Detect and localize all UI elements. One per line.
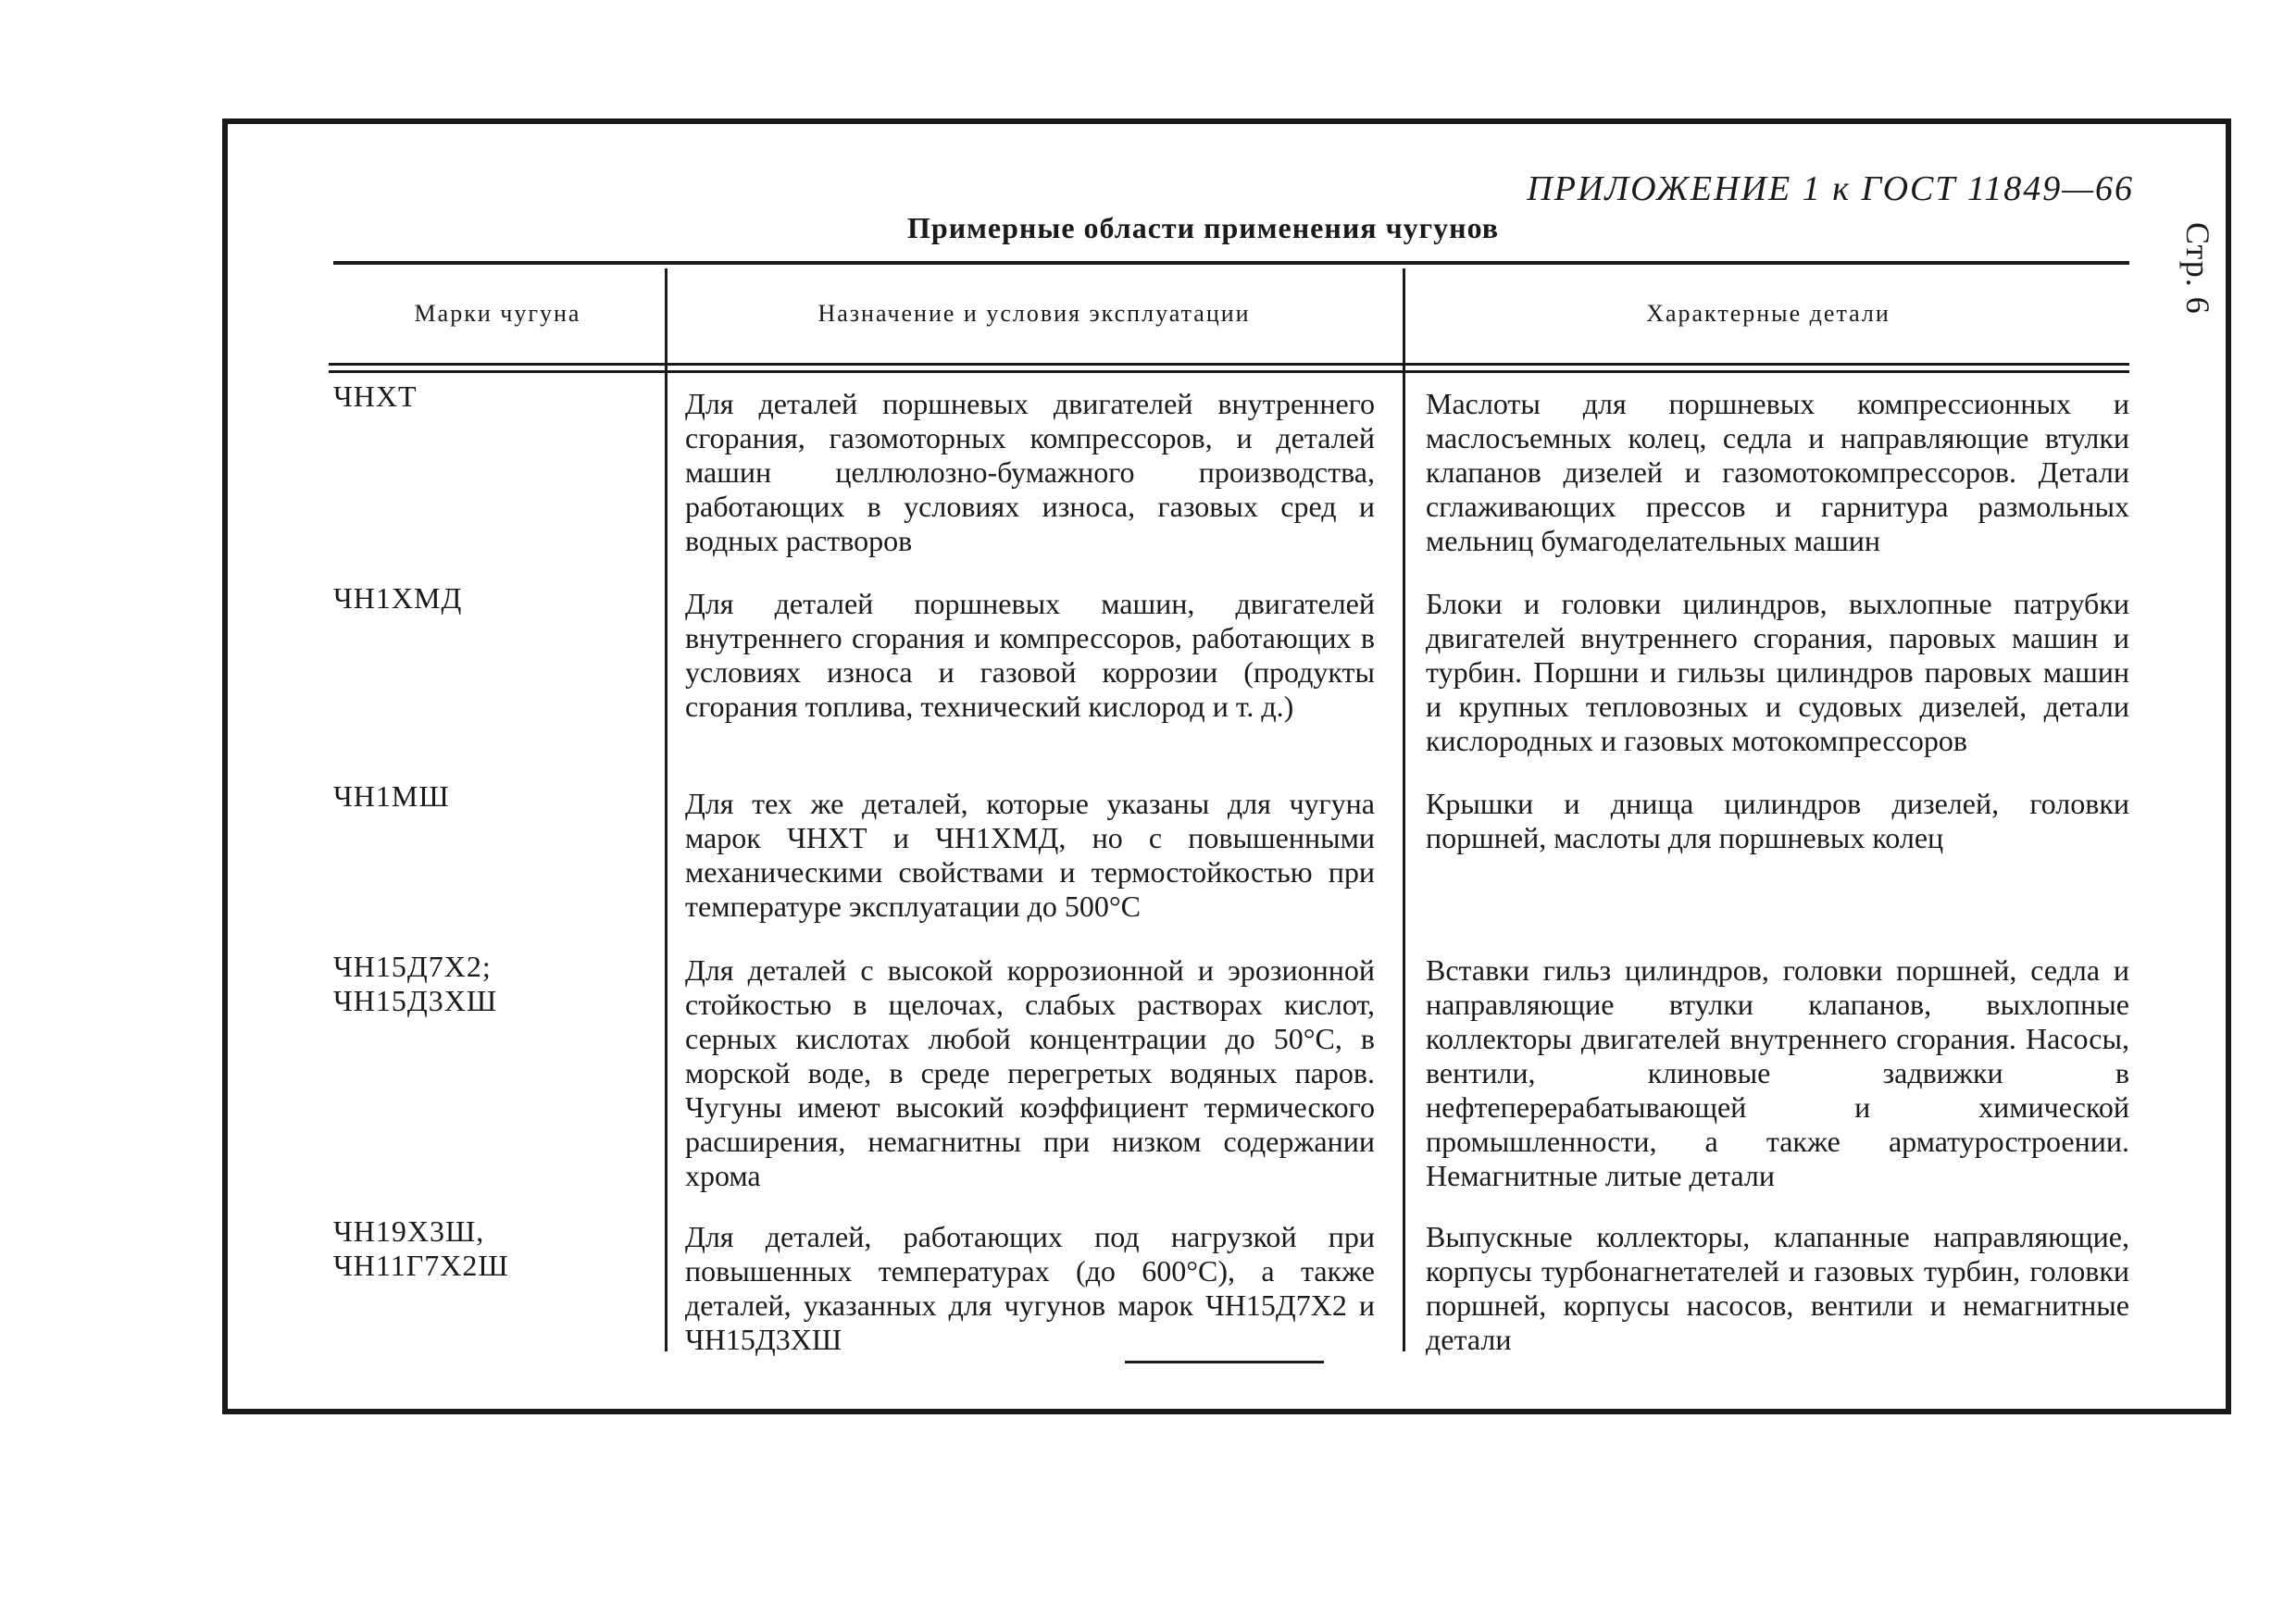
row-3-grade: ЧН1МШ [333,779,450,813]
row-5-details: Выпускные коллекторы, клапанные направляющие, корпусы турбонагнетателей и газовых турбин, головки поршней, корпусы насосов, вентили и немагнитные детали [1426,1220,2129,1356]
appendix-heading: ПРИЛОЖЕНИЕ 1 к ГОСТ 11849—66 [1527,169,2134,208]
row-4-grade: ЧН15Д7Х2; ЧН15Д3ХШ [333,950,498,1017]
row-2-details: Блоки и головки цилиндров, выхлопные патрубки двигателей внутреннего сгорания, паровых машин и турбин. Поршни и гильзы цилиндров паровых машин и крупных тепловозных и судовых дизелей, детали кислородных и газовых мотокомпрессоров [1426,587,2129,757]
row-1-details: Маслоты для поршневых компрессионных и маслосъемных колец, седла и направляющие втулки клапанов дизелей и газомотокомпрессоров. Детали сглаживающих прессов и гарнитура размольных мельниц бумагоделательных машин [1426,387,2129,557]
side-page-number: Стр. 6 [2179,222,2216,315]
column-divider-1 [665,268,668,1351]
table-top-rule [333,261,2129,265]
row-1-grade: ЧНХТ [333,380,418,413]
column-header-grade: Марки чугуна [414,300,581,327]
column-divider-2 [1403,268,1405,1351]
row-5-purpose: Для деталей, работающих под нагрузкой при повышенных температурах (до 600°С), а также деталей, указанных для чугунов марок ЧН15Д7Х2 и ЧН15Д3ХШ [685,1220,1375,1356]
header-bottom-rule-double [329,370,2129,373]
column-header-purpose: Назначение и условия эксплуатации [817,300,1251,327]
row-2-purpose: Для деталей поршневых машин, двигателей внутреннего сгорания и компрессоров, работающих в условиях износа и газовой коррозии (продукты сгорания топлива, технический кислород и т. д.) [685,587,1375,723]
table-title: Примерные области применения чугунов [907,211,1500,244]
row-4-purpose: Для деталей с высокой коррозионной и эрозионной стойкостью в щелочах, слабых растворах кислот, серных кислотах любой концентрации до 50°С, в морской воде, в среде перегретых водяных паров. Чугуны имеют высокий коэффициент термического расширения, немагнитны при низком содержании хрома [685,953,1375,1192]
header-bottom-rule [329,363,2129,366]
closing-rule [1125,1361,1324,1363]
row-3-details: Крышки и днища цилиндров дизелей, головки поршней, маслоты для поршневых колец [1426,787,2129,854]
row-4-details: Вставки гильз цилиндров, головки поршней, седла и направляющие втулки клапанов, выхлопные коллекторы двигателей внутреннего сгорания. Насосы, вентили, клиновые задвижки в нефтеперерабатывающей и химической промышленности, а также арматуростроении. Немагнитные литые детали [1426,953,2129,1192]
row-1-purpose: Для деталей поршневых двигателей внутреннего сгорания, газомоторных компрессоров, и деталей машин целлюлозно-бумажного производства, работающих в условиях износа, газовых сред и водных растворов [685,387,1375,557]
row-3-purpose: Для тех же деталей, которые указаны для чугуна марок ЧНХТ и ЧН1ХМД, но с повышенными механическими свойствами и термостойкостью при температуре эксплуатации до 500°С [685,787,1375,923]
row-2-grade: ЧН1ХМД [333,581,463,615]
column-header-details: Характерные детали [1646,300,1890,327]
row-5-grade: ЧН19Х3Ш, ЧН11Г7Х2Ш [333,1214,509,1282]
